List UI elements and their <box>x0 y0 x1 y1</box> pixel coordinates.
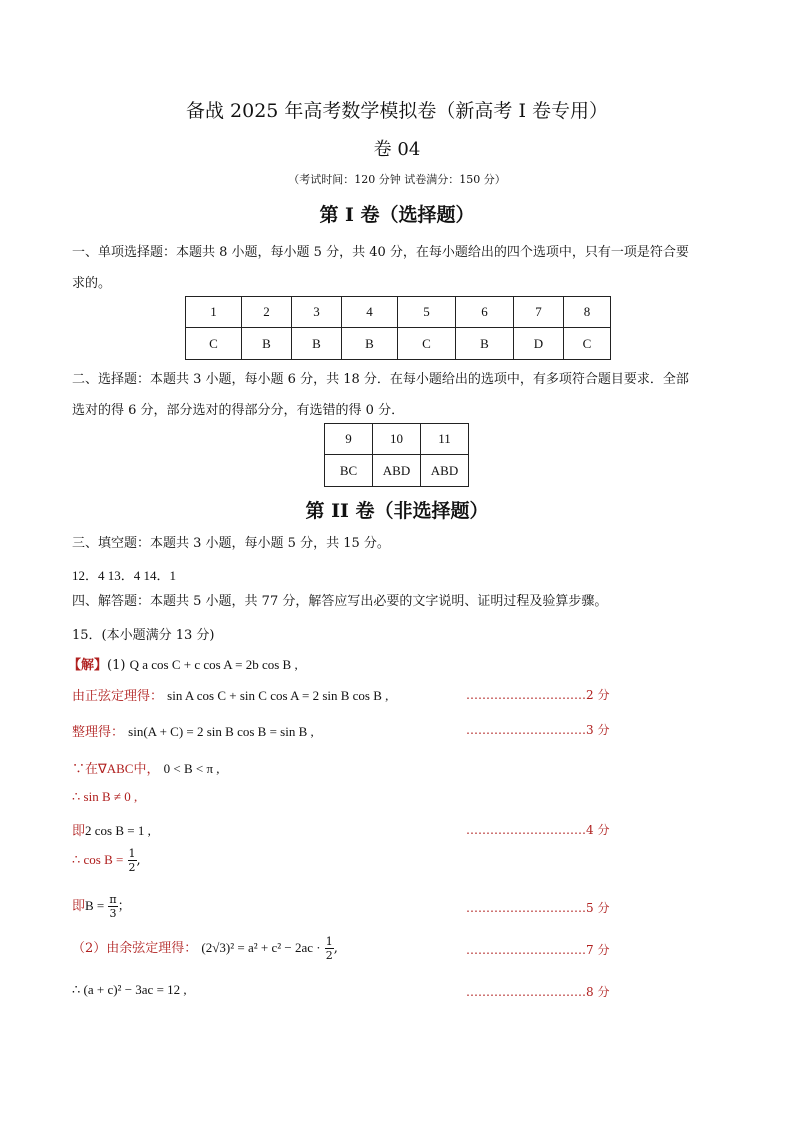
solution-line-2: 由正弦定理得： sin A cos C + sin C cos A = 2 sin B cos B , <box>72 688 389 704</box>
solution-tag: 【解】 <box>68 658 108 673</box>
part1-heading: 第 I 卷（选择题） <box>319 204 475 226</box>
table-cell: B <box>242 328 292 360</box>
table-cell: 2 <box>242 297 292 328</box>
score-mark: …………………………4 分 <box>466 823 610 837</box>
exam-note: （考试时间：120 分钟 试卷满分：150 分） <box>288 173 506 186</box>
table-row <box>186 297 611 328</box>
q2-instruction-line2: 选对的得 6 分，部分选对的得部分分，有选错的得 0 分． <box>72 403 405 418</box>
table-cell: B <box>342 328 398 360</box>
score-mark: …………………………8 分 <box>466 985 610 999</box>
fill-in-answers: 12．4 13．4 14．1 <box>72 568 177 583</box>
q3-instruction: 三、填空题：本题共 3 小题，每小题 5 分，共 15 分。 <box>72 536 390 551</box>
table-cell: BC <box>325 455 373 487</box>
solution-line-8: 即B = $\frac{\pi}{3}$ ； <box>72 893 131 920</box>
page-title: 备战 2025 年高考数学模拟卷（新高考 I 卷专用） <box>185 100 609 122</box>
paper-number: 卷 04 <box>373 139 421 160</box>
table-cell: 4 <box>342 297 398 328</box>
solution-line-6: 即2 cos B = 1 , <box>72 823 151 839</box>
table-cell: 3 <box>292 297 342 328</box>
table-cell: C <box>564 328 611 360</box>
q15-title: 15．(本小题满分 13 分) <box>72 628 215 643</box>
table-cell: 1 <box>186 297 242 328</box>
score-mark: …………………………7 分 <box>466 943 610 957</box>
solution-line-9: （2）由余弦定理得： (2√3)² = a² + c² − 2ac · $\frac{1}{2}$ , <box>72 935 338 962</box>
solution-line-3: 整理得： sin(A + C) = 2 sin B cos B = sin B , <box>72 724 314 740</box>
score-mark: …………………………2 分 <box>466 688 610 702</box>
table-cell: 11 <box>421 424 469 455</box>
score-mark: …………………………5 分 <box>466 901 610 915</box>
score-mark: …………………………3 分 <box>466 723 610 737</box>
solution-line-5: ∴ sin B ≠ 0 , <box>72 789 138 804</box>
solution-line-10: ∴ (a + c)² − 3ac = 12 , <box>72 982 187 997</box>
solution-line-4: ∵在∇ABC中， 0 < B < π , <box>72 761 220 777</box>
table-cell: 6 <box>456 297 514 328</box>
table-cell: D <box>514 328 564 360</box>
answer-table-multiple <box>324 423 469 487</box>
table-cell: ABD <box>373 455 421 487</box>
table-cell: B <box>456 328 514 360</box>
answer-table-single <box>185 296 611 360</box>
fraction: $\frac{1}{2}$ <box>325 935 333 962</box>
q4-instruction: 四、解答题：本题共 5 小题，共 77 分，解答应写出必要的文字说明、证明过程及验算步骤。 <box>72 594 608 609</box>
fraction: $\frac{\pi}{3}$ <box>109 893 117 920</box>
fraction: $\frac{1}{2}$ <box>128 847 136 874</box>
q1-instruction-line2: 求的。 <box>72 276 112 291</box>
table-cell: C <box>186 328 242 360</box>
table-cell: C <box>398 328 456 360</box>
solution-line-7: ∴ cos B = $\frac{1}{2}$ , <box>72 847 141 874</box>
table-cell: 9 <box>325 424 373 455</box>
table-cell: B <box>292 328 342 360</box>
table-cell: 10 <box>373 424 421 455</box>
table-row <box>325 455 469 487</box>
table-cell: ABD <box>421 455 469 487</box>
table-row <box>186 328 611 360</box>
table-cell: 8 <box>564 297 611 328</box>
q1-instruction-line1: 一、单项选择题：本题共 8 小题，每小题 5 分，共 40 分，在每小题给出的四个选项中，只有一项是符合要 <box>72 245 689 260</box>
table-row <box>325 424 469 455</box>
table-cell: 7 <box>514 297 564 328</box>
q2-instruction-line1: 二、选择题：本题共 3 小题，每小题 6 分，共 18 分．在每小题给出的选项中，有多项符合题目要求．全部 <box>72 372 689 387</box>
table-cell: 5 <box>398 297 456 328</box>
part2-heading: 第 II 卷（非选择题） <box>305 500 489 522</box>
solution-line-1: 【解】(1) Q a cos C + c cos A = 2b cos B , <box>68 657 298 673</box>
